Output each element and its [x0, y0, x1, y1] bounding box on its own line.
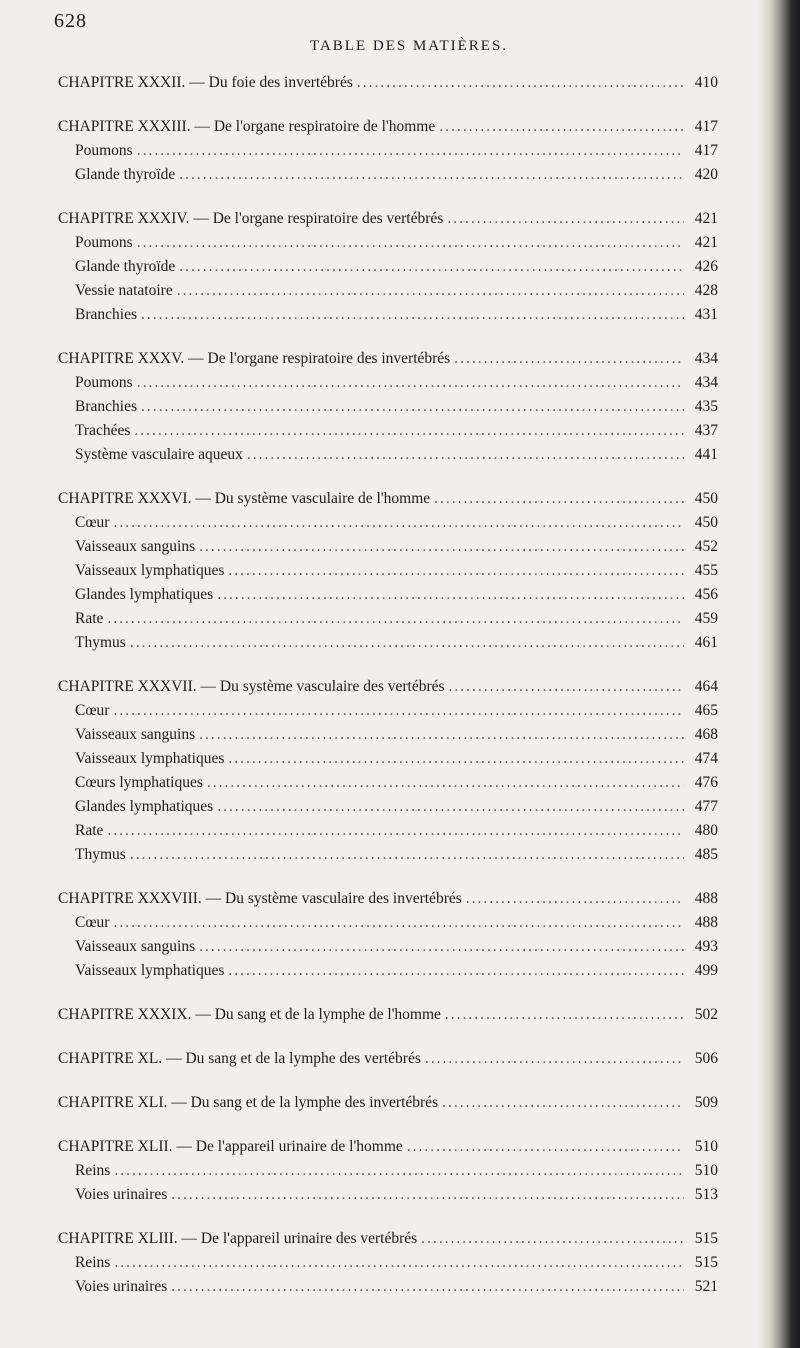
- chapter-title: CHAPITRE XXXVII. — Du système vasculaire des vertébrés: [58, 678, 445, 695]
- dot-leader: [199, 726, 684, 744]
- section-page: 465: [694, 702, 718, 719]
- toc-section-row: [58, 726, 718, 750]
- section-label: Branchies: [75, 398, 137, 415]
- dot-leader: [199, 538, 684, 556]
- toc-chapter-row: [58, 118, 718, 142]
- toc-section-row: [58, 914, 718, 938]
- section-page: 499: [694, 962, 718, 979]
- dot-leader: [179, 258, 684, 276]
- toc-section-row: [58, 702, 718, 726]
- dot-leader: [107, 610, 684, 628]
- section-label: Glandes lymphatiques: [75, 798, 214, 815]
- section-page: 474: [694, 750, 718, 767]
- toc-chapter: [58, 1094, 718, 1118]
- chapter-title: CHAPITRE XXXIV. — De l'organe respiratoire des vertébrés: [58, 210, 444, 227]
- section-page: 515: [694, 1254, 718, 1271]
- section-page: 477: [694, 798, 718, 815]
- toc-chapter: [58, 210, 718, 330]
- section-label: Thymus: [75, 846, 126, 863]
- toc-section-row: [58, 634, 718, 658]
- chapter-page: 464: [694, 678, 718, 695]
- toc-section-row: [58, 1254, 718, 1278]
- dot-leader: [228, 562, 684, 580]
- toc-section-row: [58, 610, 718, 634]
- section-label: Trachées: [75, 422, 131, 439]
- toc-chapter: [58, 1050, 718, 1074]
- dot-leader: [445, 1006, 684, 1024]
- toc-chapter: [58, 890, 718, 986]
- toc-chapter: [58, 350, 718, 470]
- section-page: 510: [694, 1162, 718, 1179]
- section-label: Poumons: [75, 234, 133, 251]
- chapter-page: 510: [694, 1138, 718, 1155]
- section-label: Reins: [75, 1162, 111, 1179]
- section-page: 420: [694, 166, 718, 183]
- dot-leader: [434, 490, 684, 508]
- section-label: Vessie natatoire: [75, 282, 173, 299]
- section-page: 441: [694, 446, 718, 463]
- section-label: Vaisseaux sanguins: [75, 726, 196, 743]
- chapter-page: 450: [694, 490, 718, 507]
- section-page: 435: [694, 398, 718, 415]
- toc-section-row: [58, 938, 718, 962]
- dot-leader: [425, 1050, 684, 1068]
- toc-chapter: [58, 1138, 718, 1210]
- table-of-contents: [58, 74, 718, 1302]
- toc-chapter-row: [58, 890, 718, 914]
- toc-section-row: [58, 774, 718, 798]
- dot-leader: [247, 446, 684, 464]
- dot-leader: [177, 282, 684, 300]
- dot-leader: [113, 914, 684, 932]
- chapter-page: 502: [694, 1006, 718, 1023]
- toc-section-row: [58, 846, 718, 870]
- dot-leader: [228, 962, 684, 980]
- dot-leader: [466, 890, 684, 908]
- section-label: Cœur: [75, 914, 110, 931]
- book-spine-shadow: [758, 0, 800, 1348]
- section-label: Système vasculaire aqueux: [75, 446, 243, 463]
- chapter-title: CHAPITRE XLI. — Du sang et de la lymphe des invertébrés: [58, 1094, 439, 1111]
- toc-chapter-row: [58, 350, 718, 374]
- chapter-title: CHAPITRE XXXVIII. — Du système vasculaire des invertébrés: [58, 890, 462, 907]
- toc-section-row: [58, 822, 718, 846]
- toc-section-row: [58, 750, 718, 774]
- section-page: 480: [694, 822, 718, 839]
- section-label: Glande thyroïde: [75, 258, 176, 275]
- toc-section-row: [58, 586, 718, 610]
- toc-section-row: [58, 1186, 718, 1210]
- dot-leader: [113, 514, 684, 532]
- toc-chapter-row: [58, 1230, 718, 1254]
- section-label: Branchies: [75, 306, 137, 323]
- dot-leader: [454, 350, 684, 368]
- chapter-title: CHAPITRE XLII. — De l'appareil urinaire de l'homme: [58, 1138, 403, 1155]
- section-label: Vaisseaux lymphatiques: [75, 750, 225, 767]
- section-page: 493: [694, 938, 718, 955]
- toc-section-row: [58, 258, 718, 282]
- section-page: 468: [694, 726, 718, 743]
- section-label: Glande thyroïde: [75, 166, 176, 183]
- section-label: Rate: [75, 610, 104, 627]
- toc-chapter-row: [58, 1050, 718, 1074]
- toc-section-row: [58, 962, 718, 986]
- toc-section-row: [58, 142, 718, 166]
- section-page: 488: [694, 914, 718, 931]
- toc-section-row: [58, 282, 718, 306]
- toc-chapter-row: [58, 74, 718, 98]
- page-number: 628: [54, 10, 87, 32]
- toc-chapter: [58, 74, 718, 98]
- toc-chapter-row: [58, 1006, 718, 1030]
- chapter-title: CHAPITRE XXXIII. — De l'organe respiratoire de l'homme: [58, 118, 436, 135]
- chapter-title: CHAPITRE XXXVI. — Du système vasculaire de l'homme: [58, 490, 431, 507]
- chapter-page: 417: [694, 118, 718, 135]
- chapter-page: 410: [694, 74, 718, 91]
- toc-chapter: [58, 490, 718, 658]
- dot-leader: [199, 938, 684, 956]
- dot-leader: [113, 702, 684, 720]
- section-page: 452: [694, 538, 718, 555]
- toc-section-row: [58, 562, 718, 586]
- dot-leader: [130, 634, 684, 652]
- chapter-title: CHAPITRE XXXV. — De l'organe respiratoire des invertébrés: [58, 350, 451, 367]
- section-page: 513: [694, 1186, 718, 1203]
- dot-leader: [141, 306, 684, 324]
- toc-section-row: [58, 166, 718, 190]
- section-page: 450: [694, 514, 718, 531]
- dot-leader: [228, 750, 684, 768]
- toc-section-row: [58, 798, 718, 822]
- toc-section-row: [58, 374, 718, 398]
- dot-leader: [217, 586, 684, 604]
- dot-leader: [442, 1094, 684, 1112]
- section-label: Vaisseaux sanguins: [75, 538, 196, 555]
- dot-leader: [137, 374, 684, 392]
- dot-leader: [439, 118, 684, 136]
- section-page: 455: [694, 562, 718, 579]
- dot-leader: [447, 210, 684, 228]
- toc-chapter: [58, 1230, 718, 1302]
- chapter-page: 488: [694, 890, 718, 907]
- section-page: 461: [694, 634, 718, 651]
- section-label: Vaisseaux lymphatiques: [75, 562, 225, 579]
- toc-section-row: [58, 306, 718, 330]
- toc-chapter: [58, 118, 718, 190]
- section-page: 417: [694, 142, 718, 159]
- dot-leader: [171, 1278, 684, 1296]
- section-label: Thymus: [75, 634, 126, 651]
- section-page: 485: [694, 846, 718, 863]
- toc-section-row: [58, 398, 718, 422]
- section-page: 434: [694, 374, 718, 391]
- section-page: 459: [694, 610, 718, 627]
- toc-chapter: [58, 678, 718, 870]
- chapter-page: 421: [694, 210, 718, 227]
- running-header: TABLE DES MATIÈRES.: [310, 38, 509, 54]
- chapter-page: 506: [694, 1050, 718, 1067]
- section-label: Cœur: [75, 514, 110, 531]
- dot-leader: [130, 846, 684, 864]
- toc-chapter-row: [58, 1138, 718, 1162]
- toc-chapter-row: [58, 490, 718, 514]
- chapter-title: CHAPITRE XLIII. — De l'appareil urinaire des vertébrés: [58, 1230, 418, 1247]
- toc-section-row: [58, 1162, 718, 1186]
- section-label: Glandes lymphatiques: [75, 586, 214, 603]
- section-page: 456: [694, 586, 718, 603]
- section-page: 437: [694, 422, 718, 439]
- toc-chapter: [58, 1006, 718, 1030]
- chapter-title: CHAPITRE XL. — Du sang et de la lymphe des vertébrés: [58, 1050, 421, 1067]
- dot-leader: [357, 74, 684, 92]
- toc-chapter-row: [58, 1094, 718, 1118]
- chapter-page: 434: [694, 350, 718, 367]
- section-page: 428: [694, 282, 718, 299]
- chapter-page: 509: [694, 1094, 718, 1111]
- dot-leader: [171, 1186, 684, 1204]
- dot-leader: [114, 1254, 684, 1272]
- section-label: Voies urinaires: [75, 1186, 168, 1203]
- dot-leader: [207, 774, 684, 792]
- toc-section-row: [58, 538, 718, 562]
- section-label: Vaisseaux sanguins: [75, 938, 196, 955]
- dot-leader: [134, 422, 684, 440]
- section-label: Rate: [75, 822, 104, 839]
- dot-leader: [141, 398, 684, 416]
- section-page: 431: [694, 306, 718, 323]
- dot-leader: [449, 678, 684, 696]
- chapter-page: 515: [694, 1230, 718, 1247]
- section-label: Cœurs lymphatiques: [75, 774, 203, 791]
- section-label: Vaisseaux lymphatiques: [75, 962, 225, 979]
- chapter-title: CHAPITRE XXXIX. — Du sang et de la lymphe de l'homme: [58, 1006, 441, 1023]
- chapter-title: CHAPITRE XXXII. — Du foie des invertébrés: [58, 74, 353, 91]
- toc-chapter-row: [58, 678, 718, 702]
- toc-section-row: [58, 1278, 718, 1302]
- toc-section-row: [58, 514, 718, 538]
- toc-section-row: [58, 446, 718, 470]
- section-label: Voies urinaires: [75, 1278, 168, 1295]
- toc-section-row: [58, 234, 718, 258]
- dot-leader: [107, 822, 684, 840]
- dot-leader: [421, 1230, 684, 1248]
- section-page: 421: [694, 234, 718, 251]
- section-page: 476: [694, 774, 718, 791]
- section-label: Cœur: [75, 702, 110, 719]
- toc-chapter-row: [58, 210, 718, 234]
- dot-leader: [114, 1162, 684, 1180]
- section-page: 426: [694, 258, 718, 275]
- dot-leader: [137, 234, 684, 252]
- dot-leader: [217, 798, 684, 816]
- dot-leader: [137, 142, 684, 160]
- dot-leader: [179, 166, 684, 184]
- section-label: Poumons: [75, 374, 133, 391]
- dot-leader: [407, 1138, 684, 1156]
- section-label: Poumons: [75, 142, 133, 159]
- toc-section-row: [58, 422, 718, 446]
- section-label: Reins: [75, 1254, 111, 1271]
- section-page: 521: [694, 1278, 718, 1295]
